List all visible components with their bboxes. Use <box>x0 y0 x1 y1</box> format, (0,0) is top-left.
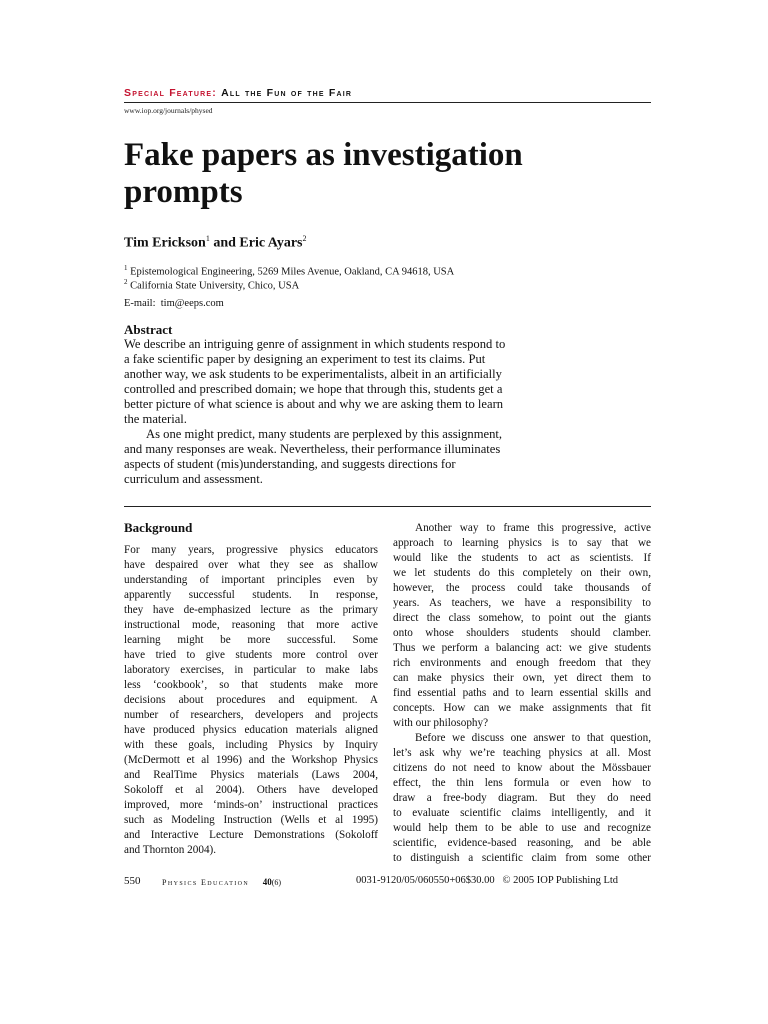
body-line-right: concepts. How can we make assignments that fit <box>393 702 651 714</box>
abstract-line: a fake scientific paper by designing an experiment to test its claims. Put <box>124 352 486 366</box>
abstract-line: better picture of what science is about and why we are asking them to learn <box>124 397 504 411</box>
body-line-right: would like the students to act as scientists. If <box>393 552 651 564</box>
copyright-notice: © 2005 IOP Publishing Ltd <box>502 875 619 886</box>
body-line-right: with our philosophy? <box>393 717 489 729</box>
header-rule <box>124 102 651 103</box>
contact-email[interactable]: E-mail: tim@eeps.com <box>124 298 224 309</box>
abstract-line: the material. <box>124 412 187 426</box>
author-connector: and <box>209 235 240 251</box>
body-line-left: have tried to give students more control over <box>124 649 378 661</box>
author-name-1: Tim Erickson <box>124 235 206 251</box>
affiliation-2 <box>124 278 299 292</box>
footer-publishing-info <box>356 875 618 886</box>
abstract-line: aspects of student (mis)understanding, and suggests directions for <box>124 457 456 471</box>
body-line-left: have produced physics education materials aligned <box>124 724 378 736</box>
body-line-right: citizens do not need to know about the Mössbauer <box>393 762 651 774</box>
body-line-right: Thus we perform a balancing act: we give students <box>393 642 651 654</box>
section-header <box>124 87 352 99</box>
abstract-heading: Abstract <box>124 322 173 337</box>
journal-url[interactable]: www.iop.org/journals/physed <box>124 106 213 115</box>
body-line-right: scientific, evidence-based reasoning, and be able <box>393 837 651 849</box>
body-line-left: decisions about procedures and equipment. A <box>124 694 378 706</box>
article-code: 0031-9120/05/060550+06$30.00 <box>356 875 495 886</box>
body-line-right: can make physics their own, yet direct them to <box>393 672 651 684</box>
body-line-right: find essential paths and to learn essential skills and <box>393 687 651 699</box>
body-line-right: approach to learning physics is to say that we <box>393 537 651 549</box>
body-line-left: have despaired over what they see as shallow <box>124 559 378 571</box>
body-line-right: would help them to be able to use and recognize <box>393 822 651 834</box>
paper-title: Fake papers as investigation prompts <box>124 137 523 210</box>
body-line-right: we let students do this completely on their own, <box>393 567 651 579</box>
section-label: Special Feature: <box>124 87 217 99</box>
section-topic: All the Fun of the Fair <box>221 87 353 99</box>
journal-name: Physics Education <box>162 878 250 887</box>
body-line-left: laboratory exercises, in particular to make labs <box>124 664 378 676</box>
body-line-left: Sokoloff et al 2004). Others have developed <box>124 784 378 796</box>
body-line-left: (McDermott et al 1996) and the Workshop Physics <box>124 754 378 766</box>
abstract-line: We describe an intriguing genre of assignment in which students respond to <box>124 337 506 351</box>
body-line-left: with these goals, including Physics by Inquiry <box>124 739 378 751</box>
body-line-right: draw a free-body diagram. But they do need <box>393 792 651 804</box>
abstract-divider <box>124 506 651 507</box>
body-line-left: and Interactive Lecture Demonstrations (Sokoloff <box>124 829 378 841</box>
affiliation-number-2: 2 <box>124 278 128 286</box>
abstract-line: curriculum and assessment. <box>124 472 263 486</box>
body-line-right: effect, the thin lens formula or even how to <box>393 777 651 789</box>
abstract-line: As one might predict, many students are perplexed by this assignment, <box>146 427 503 441</box>
body-line-right: rich environments and enough freedom that they <box>393 657 651 669</box>
body-line-right: onto whose shoulders students should clamber. <box>393 627 651 639</box>
body-line-right: direct the class somehow, to point out the giants <box>393 612 651 624</box>
affiliation-text-1: Epistemological Engineering, 5269 Miles Avenue, Oakland, CA 94618, USA <box>130 266 455 278</box>
journal-volume: 40 <box>262 877 272 887</box>
abstract-line: controlled and prescribed domain; we hope that through this, students get a <box>124 382 503 396</box>
body-line-left: such as Modeling Instruction (Wells et al 1995) <box>124 814 378 826</box>
author-affiliation-marker-1: 1 <box>205 234 210 243</box>
body-line-left: apparently successful students. In response, <box>124 589 378 601</box>
author-list <box>124 234 307 252</box>
affiliation-number-1: 1 <box>124 264 128 272</box>
body-line-right: years. As teachers, we have a responsibility to <box>393 597 651 609</box>
abstract-line: another way, we ask students to be experimentalists, albeit in an artificially <box>124 367 502 381</box>
author-name-2: Eric Ayars <box>239 235 303 251</box>
author-affiliation-marker-2: 2 <box>302 234 307 243</box>
body-line-right: let’s ask why we’re teaching physics at all. Most <box>393 747 651 759</box>
body-line-left: less ‘cookbook’, so that students make more <box>124 679 378 691</box>
body-line-left: number of researchers, developers and projects <box>124 709 378 721</box>
abstract-line: and many responses are weak. Nevertheless, their performance illuminates <box>124 442 501 456</box>
body-line-right: to evaluate scientific claims intelligently, and it <box>393 807 651 819</box>
journal-citation <box>162 877 281 887</box>
journal-issue: (6) <box>271 878 282 887</box>
body-line-left: they have de-emphasized lecture as the primary <box>124 604 378 616</box>
body-line-left: understanding of important principles even by <box>124 574 378 586</box>
body-line-right: to distinguish a scientific claim from some other <box>393 852 651 864</box>
body-line-right: however, the process could take thousands of <box>393 582 651 594</box>
body-line-left: learning might be more successful. Some <box>124 634 378 646</box>
affiliation-1 <box>124 264 454 278</box>
body-line-left: For many years, progressive physics educators <box>124 544 378 556</box>
body-line-left: and RealTime Physics materials (Laws 2004, <box>124 769 378 781</box>
affiliation-text-2: California State University, Chico, USA <box>130 280 300 292</box>
background-heading: Background <box>124 520 193 535</box>
body-line-right: Before we discuss one answer to that question, <box>415 732 651 744</box>
body-line-right: Another way to frame this progressive, active <box>415 522 651 534</box>
body-line-left: improved, more ‘minds-on’ instructional practices <box>124 799 378 811</box>
body-line-left: and Thornton 2004). <box>124 844 217 856</box>
body-line-left: instructional mode, reasoning that more active <box>124 619 378 631</box>
page-number: 550 <box>124 875 141 887</box>
